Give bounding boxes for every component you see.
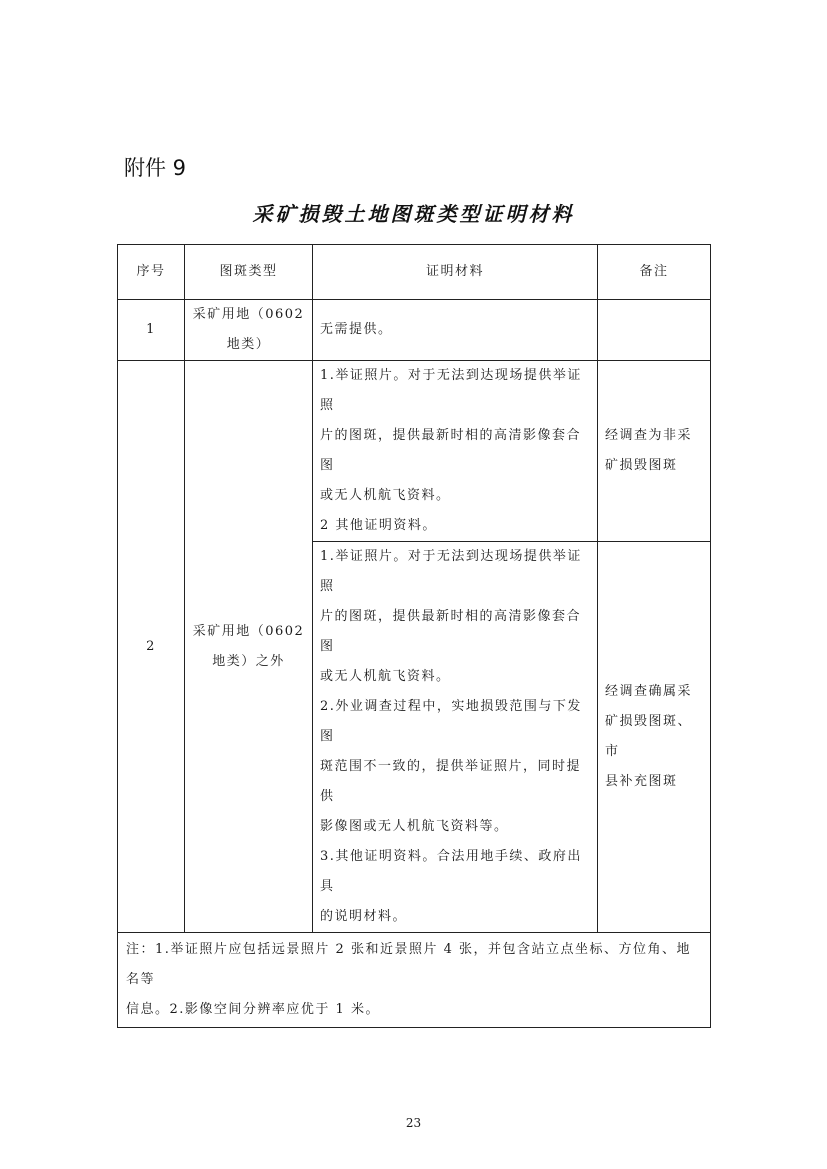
- attachment-label: 附件 9: [124, 156, 187, 180]
- row2-no: 2: [118, 361, 185, 933]
- remark-line: 经调查确属采: [605, 684, 693, 699]
- row2-type-line2: 地类）之外: [212, 653, 285, 669]
- row1-remark: [598, 300, 711, 361]
- row1-type-line2: 地类）: [226, 337, 271, 352]
- material-line: 斑范围不一致的，提供举证照片，同时提供: [320, 759, 582, 804]
- material-line: 2.外业调查过程中，实地损毁范围与下发图: [320, 699, 582, 744]
- material-line: 的说明材料。: [320, 909, 408, 924]
- row2b-remark: [598, 542, 711, 933]
- material-line: 影像图或无人机航飞资料等。: [320, 819, 509, 834]
- evidence-table: [117, 244, 711, 1028]
- row2a-material: [313, 361, 598, 542]
- material-line: 片的图斑，提供最新时相的高清影像套合图: [320, 428, 582, 473]
- header-cell-type: 图斑类型: [185, 245, 313, 300]
- header-cell-remark: 备注: [598, 245, 711, 300]
- row1-type: [185, 300, 313, 361]
- material-line: 1.举证照片。对于无法到达现场提供举证照: [320, 368, 582, 413]
- remark-line: 矿损毁图斑、市: [605, 714, 693, 759]
- table-note-row: [118, 933, 711, 1028]
- row1-material: 无需提供。: [313, 300, 598, 361]
- table-row: [118, 300, 711, 361]
- header-cell-no: 序号: [118, 245, 185, 300]
- remark-line: 矿损毁图斑: [605, 458, 678, 473]
- table-header-row: [118, 245, 711, 300]
- document-title: 采矿损毁土地图斑类型证明材料: [252, 202, 575, 226]
- row1-no: 1: [118, 300, 185, 361]
- page-number: 23: [405, 1116, 422, 1130]
- material-line: 3.其他证明资料。合法用地手续、政府出具: [320, 849, 582, 894]
- table-row: [118, 361, 711, 542]
- note-line: 注：1.举证照片应包括远景照片 2 张和近景照片 4 张，并包含站立点坐标、方位角、地名等: [126, 942, 691, 987]
- row2-type-line1: 采矿用地（0602: [192, 623, 305, 639]
- table-note: [118, 933, 711, 1028]
- material-line: 2 其他证明资料。: [320, 518, 437, 533]
- remark-line: 县补充图斑: [605, 774, 678, 789]
- material-line: 或无人机航飞资料。: [320, 669, 451, 684]
- header-cell-material: 证明材料: [313, 245, 598, 300]
- note-line: 信息。2.影像空间分辨率应优于 1 米。: [126, 1002, 380, 1017]
- material-line: 1.举证照片。对于无法到达现场提供举证照: [320, 549, 582, 594]
- row2-type: [185, 361, 313, 933]
- row2a-remark: [598, 361, 711, 542]
- row2b-material: [313, 542, 598, 933]
- material-line: 片的图斑，提供最新时相的高清影像套合图: [320, 609, 582, 654]
- material-line: 或无人机航飞资料。: [320, 488, 451, 503]
- remark-line: 经调查为非采: [605, 428, 693, 443]
- row1-type-line1: 采矿用地（0602: [192, 307, 305, 322]
